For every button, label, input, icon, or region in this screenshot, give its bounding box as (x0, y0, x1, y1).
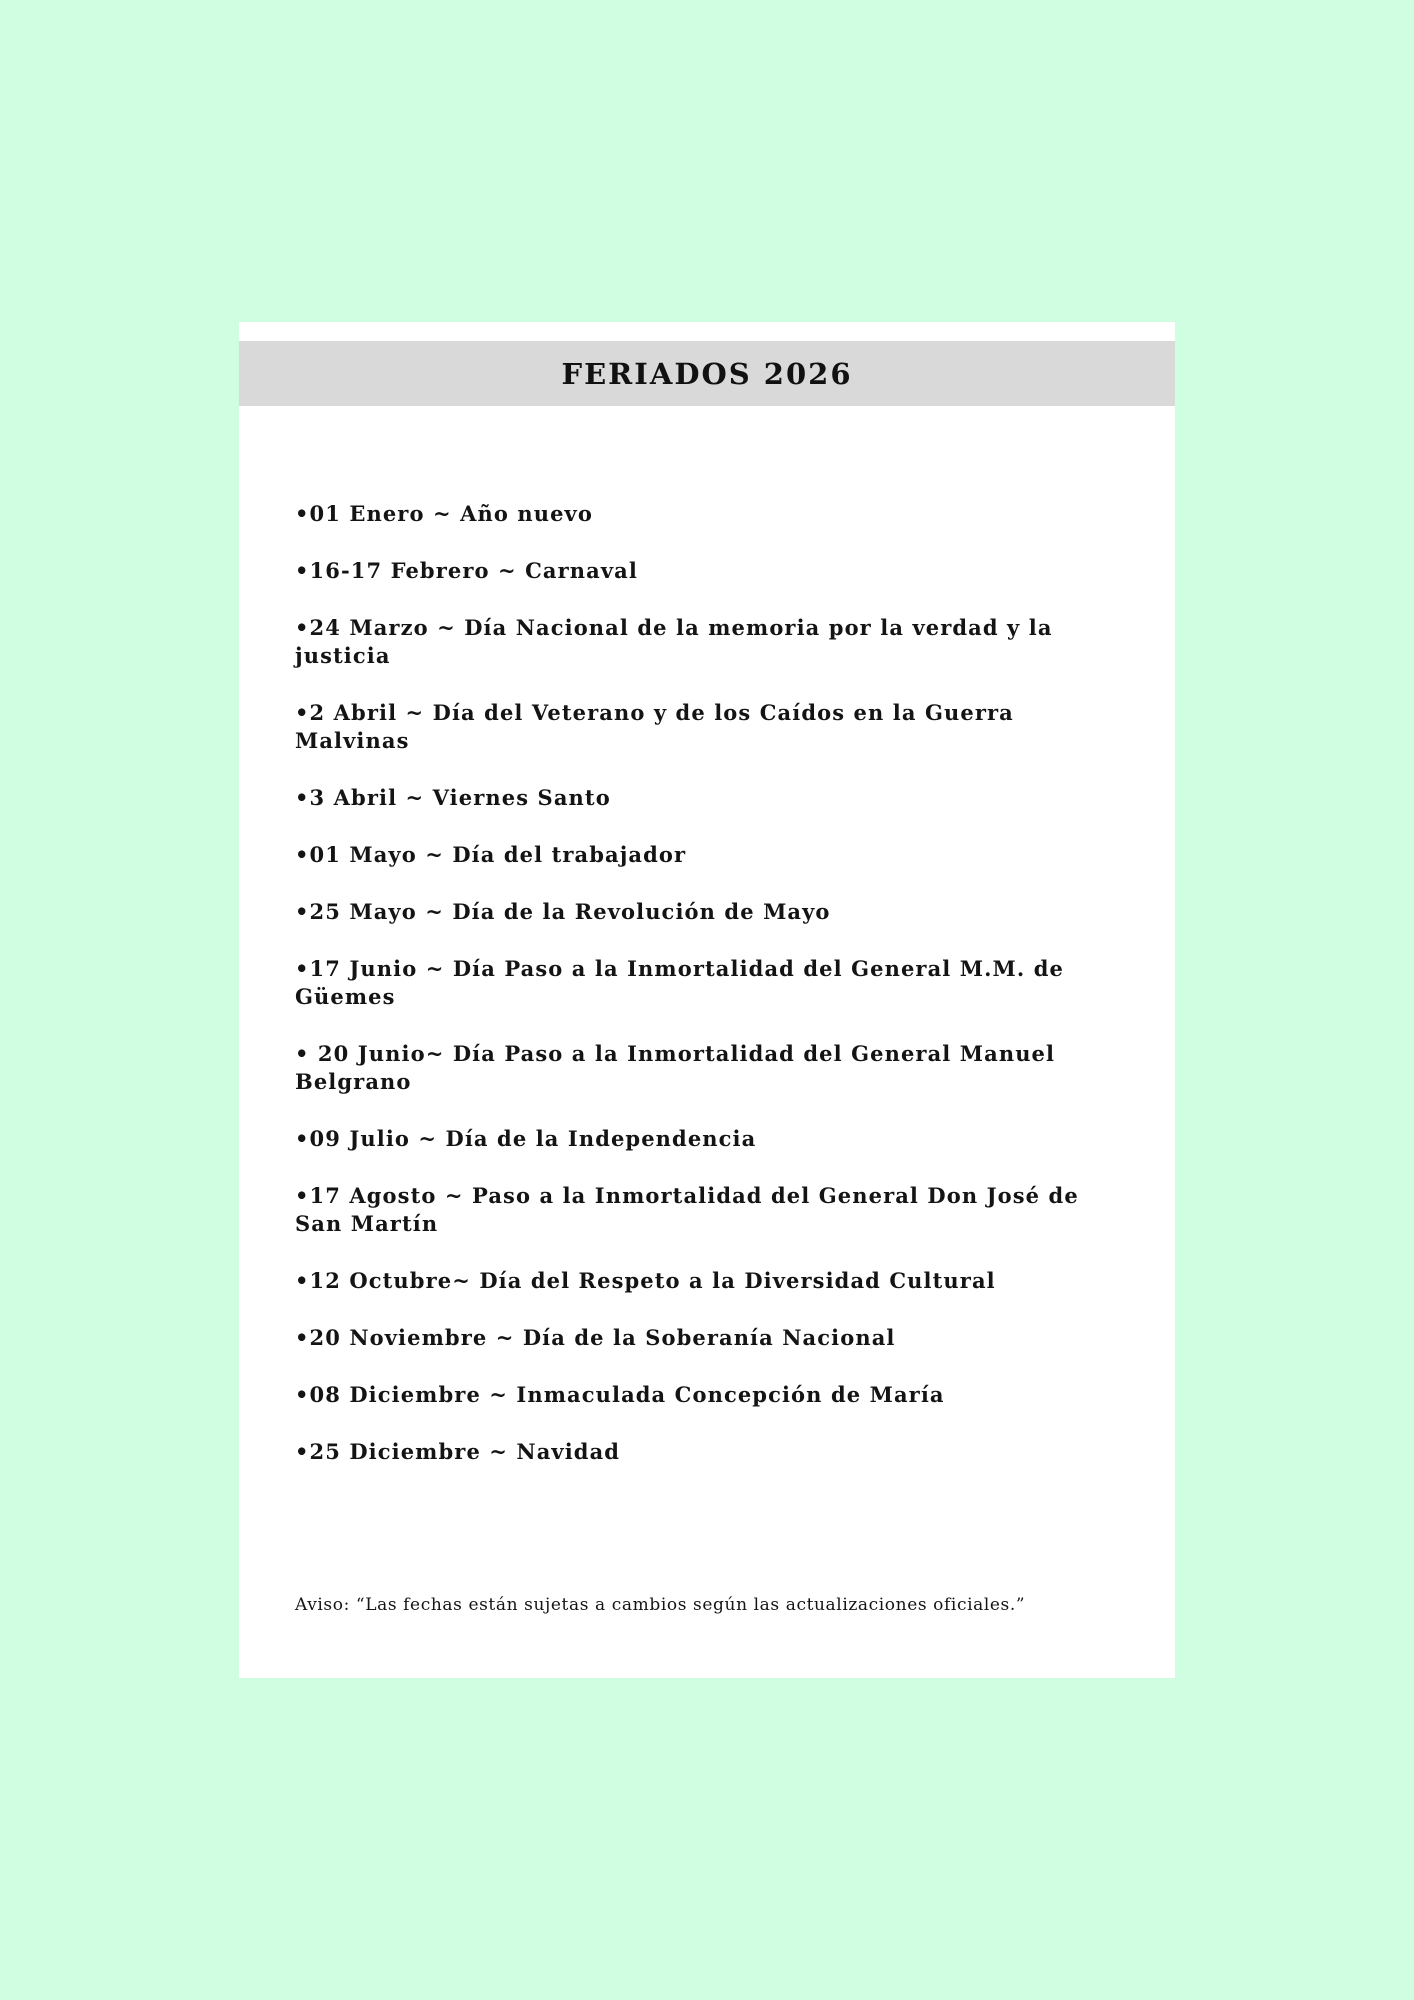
page-title: FERIADOS 2026 (561, 356, 853, 391)
holiday-item-diciembre-25: •25 Diciembre ~ Navidad (295, 1439, 621, 1464)
holiday-item-abril-3: •3 Abril ~ Viernes Santo (295, 785, 611, 810)
holiday-item-noviembre-20: •20 Noviembre ~ Día de la Soberanía Nacional (295, 1325, 896, 1350)
holiday-item-febrero-carnaval: •16-17 Febrero ~ Carnaval (295, 558, 638, 583)
holiday-item-junio-17: •17 Junio ~ Día Paso a la Inmortalidad del General M.M. de Güemes (295, 956, 1064, 1009)
title-band (239, 341, 1175, 406)
holiday-item-marzo-24: •24 Marzo ~ Día Nacional de la memoria por la verdad y la justicia (295, 615, 1053, 668)
holiday-item-junio-20: • 20 Junio~ Día Paso a la Inmortalidad del General Manuel Belgrano (295, 1041, 1056, 1094)
holiday-card (239, 322, 1175, 1678)
holiday-item-mayo-25: •25 Mayo ~ Día de la Revolución de Mayo (295, 899, 831, 924)
holiday-item-octubre-12: •12 Octubre~ Día del Respeto a la Diversidad Cultural (295, 1268, 996, 1293)
holiday-item-agosto-17: •17 Agosto ~ Paso a la Inmortalidad del General Don José de San Martín (295, 1183, 1079, 1236)
holiday-item-mayo-01: •01 Mayo ~ Día del trabajador (295, 842, 687, 867)
holiday-item-enero-01: •01 Enero ~ Año nuevo (295, 501, 593, 526)
holiday-item-julio-09: •09 Julio ~ Día de la Independencia (295, 1126, 757, 1151)
holiday-item-diciembre-08: •08 Diciembre ~ Inmaculada Concepción de María (295, 1382, 945, 1407)
holiday-list (295, 500, 1125, 1495)
notice-text: Aviso: “Las fechas están sujetas a cambios según las actualizaciones oficiales.” (295, 1595, 1026, 1615)
holiday-item-abril-2: •2 Abril ~ Día del Veterano y de los Caídos en la Guerra Malvinas (295, 700, 1014, 753)
